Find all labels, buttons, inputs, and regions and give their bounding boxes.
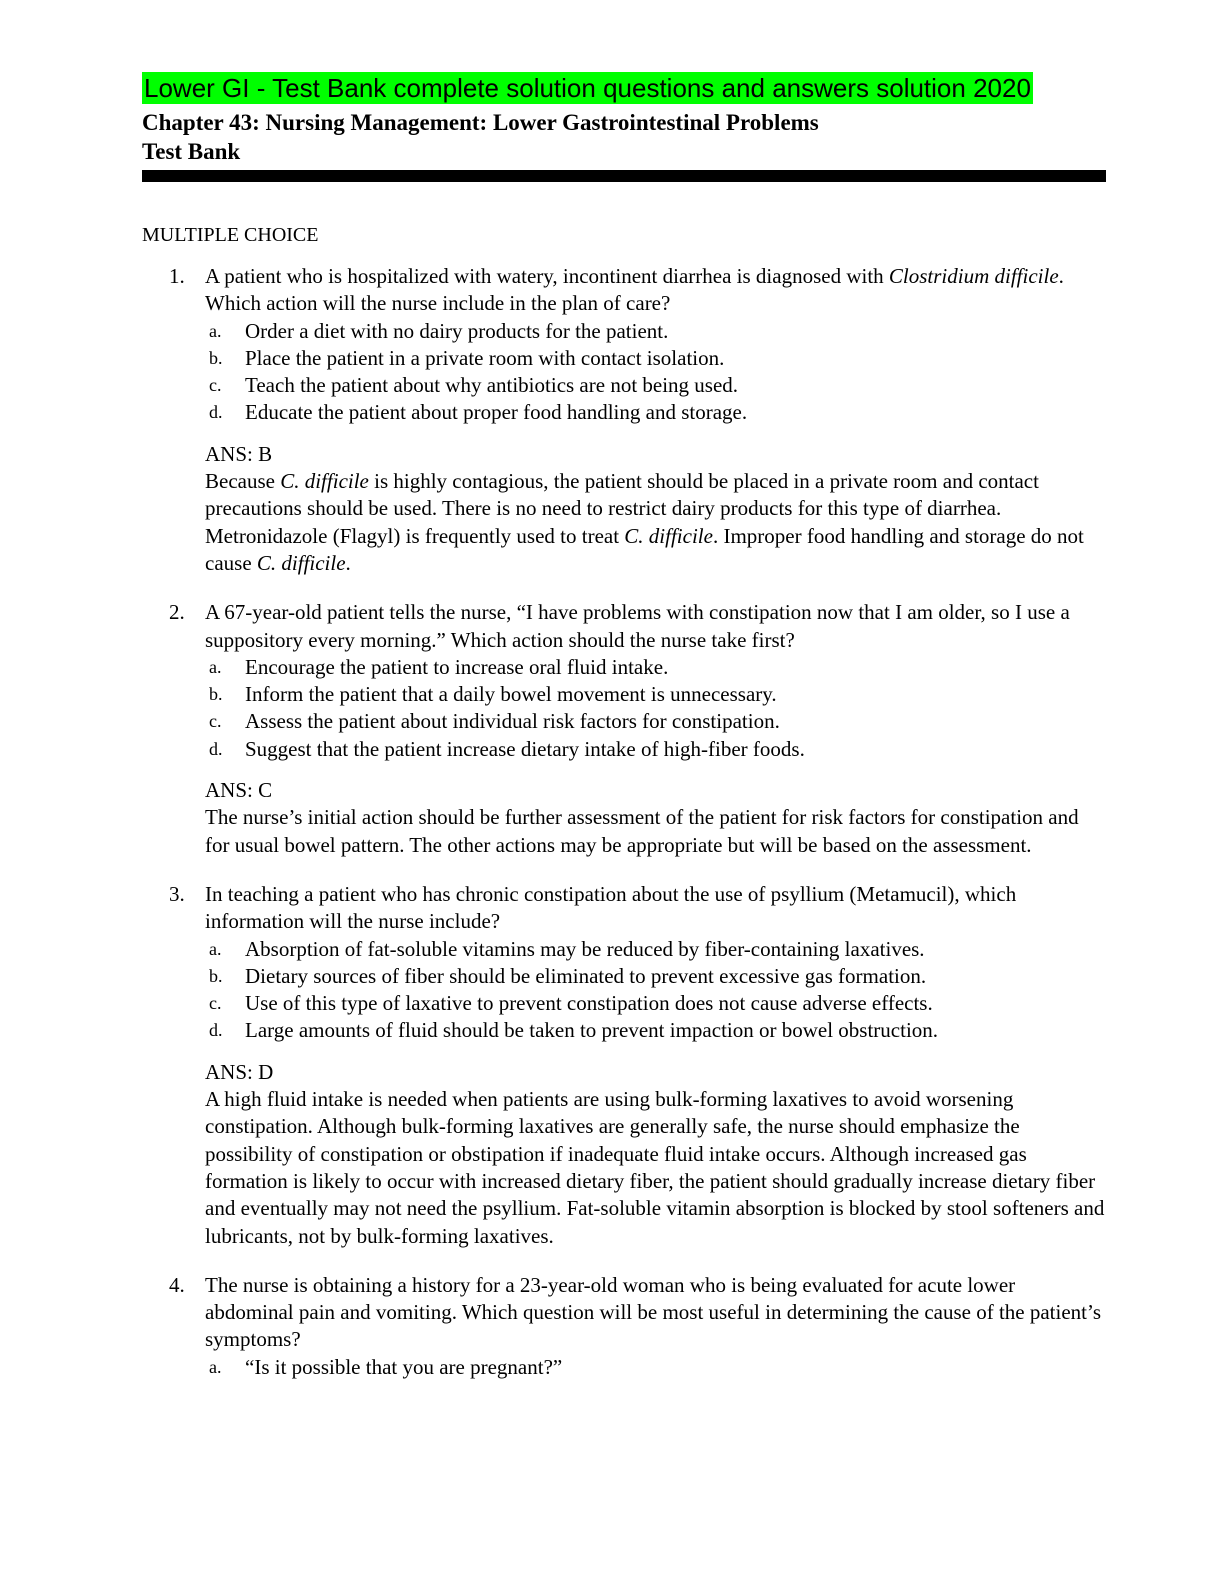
- question-number: 1.: [169, 264, 185, 288]
- option-letter: d.: [209, 1020, 223, 1041]
- option-letter: c.: [209, 375, 222, 396]
- option-text: Encourage the patient to increase oral fluid intake.: [245, 654, 669, 679]
- rationale-text: is highly contagious, the patient should be placed in a private room and contact precautions should be used. There is no need to restrict dairy products for this type of diarrhea. Metronidazole (Flagyl) is frequently used to treat: [205, 469, 1039, 548]
- option-text: Assess the patient about individual risk factors for constipation.: [245, 709, 780, 734]
- option-text: Large amounts of fluid should be taken to prevent impaction or bowel obstruction.: [245, 1018, 939, 1043]
- answer-option: [205, 963, 1106, 990]
- answer-key: ANS: D: [205, 1059, 274, 1084]
- answer-key: ANS: C: [205, 778, 273, 803]
- answer-option: [205, 708, 1106, 735]
- question-item: [142, 599, 1106, 859]
- option-letter: b.: [209, 965, 223, 986]
- question-number: 4.: [169, 1272, 185, 1297]
- option-text: Use of this type of laxative to prevent constipation does not cause adverse effects.: [245, 991, 933, 1016]
- chapter-title: Chapter 43: Nursing Management: Lower Gastrointestinal Problems: [142, 110, 819, 135]
- option-letter: b.: [209, 684, 223, 705]
- option-text: Inform the patient that a daily bowel movement is unnecessary.: [245, 682, 777, 707]
- option-letter: c.: [209, 993, 222, 1014]
- option-text: Absorption of fat-soluble vitamins may be reduced by fiber-containing laxatives.: [245, 936, 925, 961]
- document-page: [142, 72, 1106, 1403]
- rationale-text: .: [345, 550, 351, 575]
- answer-option: [205, 372, 1106, 399]
- stem-text: A 67-year-old patient tells the nurse, “I have problems with constipation now that I am older, so I use a suppository every morning.” Which action should the nurse take first?: [205, 600, 1070, 652]
- option-text: Educate the patient about proper food handling and storage.: [245, 400, 748, 425]
- answer-option: [205, 1354, 1106, 1381]
- option-text: Dietary sources of fiber should be eliminated to prevent excessive gas formation.: [245, 963, 927, 988]
- question-item: [142, 881, 1106, 1250]
- rationale-text: A high fluid intake is needed when patients are using bulk-forming laxatives to avoid worsening constipation. Although bulk-forming laxatives are generally safe, the nurse should emphasize the possibility of constipation or obstipation if inadequate fluid intake occurs. Although increased gas formation is likely to occur with increased dietary fiber, the patient should gradually increase dietary fiber and eventually may not need the psyllium. Fat-soluble vitamin absorption is blocked by stool softeners and lubricants, not by bulk-forming laxatives.: [205, 1087, 1105, 1248]
- rationale-italic-term: C. difficile: [280, 469, 369, 494]
- option-text: “Is it possible that you are pregnant?”: [245, 1354, 563, 1379]
- section-heading: MULTIPLE CHOICE: [142, 224, 319, 246]
- rationale-italic-term: C. difficile: [256, 550, 346, 575]
- option-text: Place the patient in a private room with contact isolation.: [245, 345, 725, 370]
- option-text: Suggest that the patient increase dietary intake of high-fiber foods.: [245, 736, 805, 761]
- answer-option: [205, 654, 1106, 681]
- option-letter: d.: [209, 402, 223, 423]
- answer-option: [205, 345, 1106, 372]
- heading-rule: [142, 170, 1106, 182]
- rationale-italic-term: C. difficile: [624, 523, 713, 548]
- answer-option: [205, 1017, 1106, 1044]
- answer-option: [205, 399, 1106, 426]
- stem-text-end: . Which action will the nurse include in the plan of care?: [205, 264, 1064, 316]
- question-stem: [205, 1272, 1106, 1354]
- answer-option: [205, 736, 1106, 763]
- answer-key: ANS: B: [205, 441, 273, 466]
- question-item: [142, 1272, 1106, 1381]
- option-text: Order a diet with no dairy products for the patient.: [245, 318, 669, 343]
- stem-italic-term: Clostridium difficile: [888, 264, 1059, 288]
- stem-text: The nurse is obtaining a history for a 23-year-old woman who is being evaluated for acute lower abdominal pain and vomiting. Which question will be most useful in determining the cause of the patient’s symptoms?: [205, 1272, 1102, 1352]
- answer-option: [205, 681, 1106, 708]
- option-letter: b.: [209, 347, 223, 368]
- rationale: [205, 1086, 1106, 1250]
- option-letter: a.: [209, 320, 222, 341]
- option-letter: a.: [209, 656, 222, 677]
- rationale: [205, 468, 1106, 577]
- question-list: [142, 263, 1106, 1381]
- stem-text: In teaching a patient who has chronic constipation about the use of psyllium (Metamucil), which information will the nurse include?: [205, 881, 1017, 934]
- question-stem: [205, 263, 1106, 318]
- question-number: 2.: [169, 600, 185, 625]
- option-letter: a.: [209, 1356, 222, 1377]
- answer-option: [205, 318, 1106, 345]
- rationale: [205, 804, 1106, 859]
- rationale-text: . Improper food handling and storage do not cause: [205, 523, 1084, 575]
- option-text: Teach the patient about why antibiotics are not being used.: [245, 373, 739, 398]
- option-letter: a.: [209, 938, 222, 959]
- question-number: 3.: [169, 881, 185, 906]
- highlighted-banner: Lower GI - Test Bank complete solution questions and answers solution 2020: [144, 73, 1031, 103]
- question-stem: [205, 881, 1106, 936]
- question-item: [142, 263, 1106, 577]
- option-letter: d.: [209, 738, 223, 759]
- stem-text: A patient who is hospitalized with watery, incontinent diarrhea is diagnosed with: [205, 264, 889, 288]
- rationale-text: The nurse’s initial action should be further assessment of the patient for risk factors for constipation and for usual bowel pattern. The other actions may be appropriate but will be based on the assessment.: [205, 805, 1079, 857]
- rationale-text: Because: [205, 469, 281, 494]
- option-letter: c.: [209, 711, 222, 732]
- answer-option: [205, 936, 1106, 963]
- question-stem: [205, 599, 1106, 654]
- document-subtitle: Test Bank: [142, 139, 241, 164]
- answer-option: [205, 990, 1106, 1017]
